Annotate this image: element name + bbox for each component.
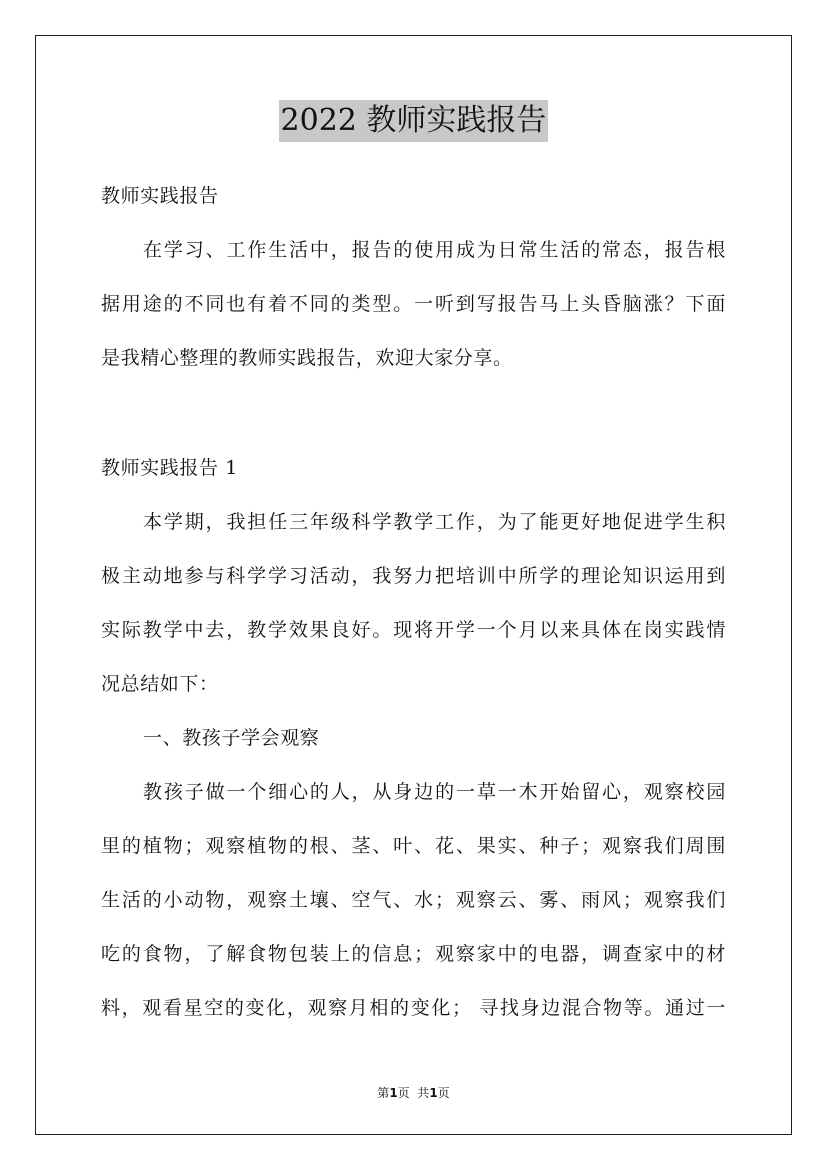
paragraph-line: 里的植物；观察植物的根、茎、叶、花、果实、种子；观察我们周围: [101, 835, 726, 857]
paragraph-line: 生活的小动物，观察土壤、空气、水；观察云、雾、雨风；观察我们: [101, 889, 726, 911]
document-title: 2022 教师实践报告: [279, 100, 549, 142]
paragraph-line: 料，观看星空的变化，观察月相的变化； 寻找身边混合物等。通过一: [101, 997, 726, 1019]
paragraph-line: 教孩子做一个细心的人，从身边的一草一木开始留心，观察校园: [143, 781, 726, 803]
paragraph-line: 在学习、工作生活中，报告的使用成为日常生活的常态，报告根: [143, 239, 726, 261]
paragraph-line: 是我精心整理的教师实践报告，欢迎大家分享。: [101, 347, 513, 369]
section-heading: 教师实践报告: [101, 185, 219, 207]
footer-page-number: 1: [389, 1086, 398, 1100]
paragraph-line: 吃的食物，了解食物包装上的信息；观察家中的电器，调查家中的材: [101, 943, 726, 965]
footer-total-pages: 1: [429, 1086, 438, 1100]
title-container: [0, 100, 827, 142]
footer-suffix: 页: [437, 1086, 450, 1100]
footer-mid: 页 共: [397, 1086, 430, 1100]
paragraph-line: 极主动地参与科学学习活动，我努力把培训中所学的理论知识运用到: [101, 565, 726, 587]
subsection-heading: 一、教孩子学会观察: [143, 727, 320, 749]
paragraph-line: 实际教学中去，教学效果良好。现将开学一个月以来具体在岗实践情: [101, 619, 726, 641]
page-footer: [0, 1084, 827, 1101]
section-heading: 教师实践报告 1: [101, 457, 238, 479]
paragraph-line: 据用途的不同也有着不同的类型。一听到写报告马上头昏脑涨？下面: [101, 293, 726, 315]
paragraph-line: 况总结如下：: [101, 673, 219, 695]
paragraph-line: 本学期，我担任三年级科学教学工作，为了能更好地促进学生积: [143, 511, 726, 533]
footer-prefix: 第: [377, 1086, 390, 1100]
